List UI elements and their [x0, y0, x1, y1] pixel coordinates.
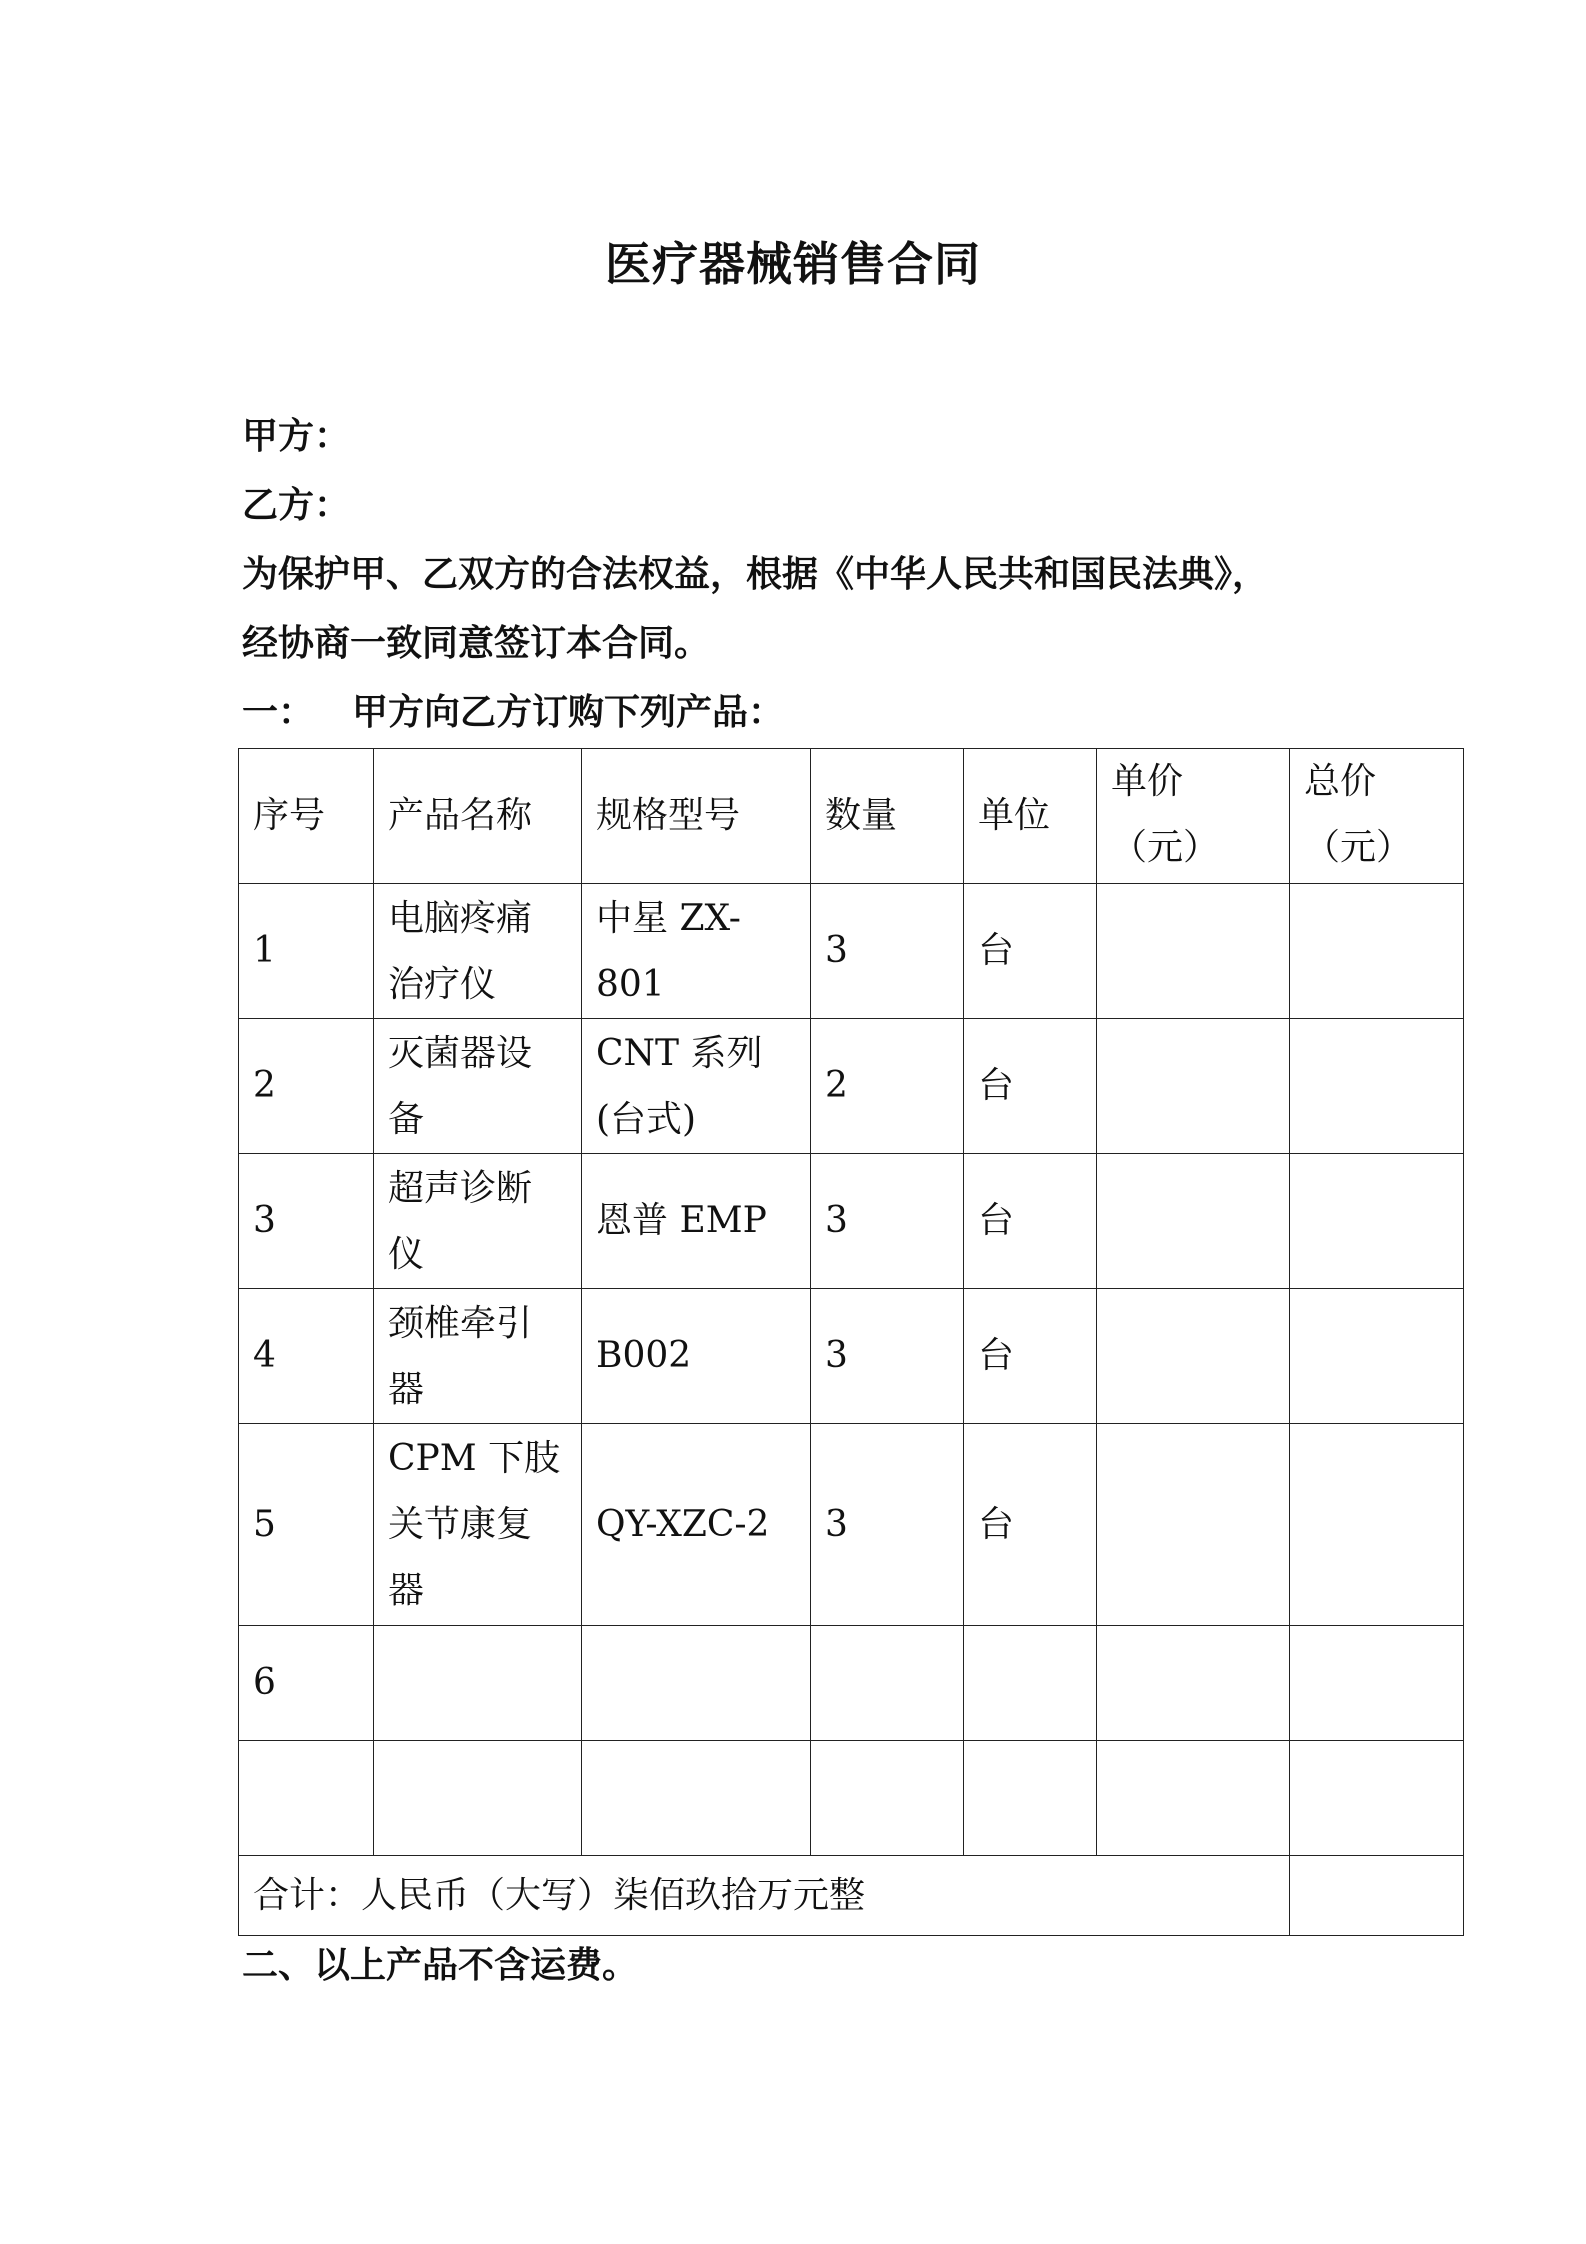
header-unit-price	[1097, 749, 1290, 884]
cell-seq: 2	[239, 1019, 374, 1154]
model-line: CNT 系列	[596, 1033, 763, 1074]
cell-product-name	[374, 1019, 582, 1154]
cell-unit: 台	[964, 884, 1097, 1019]
cell-unit: 台	[964, 1424, 1097, 1626]
product-name-line: 器	[388, 1570, 425, 1611]
product-table	[238, 748, 1464, 1936]
table-header-row	[239, 749, 1464, 884]
cell-total-price	[1290, 1741, 1464, 1856]
cell-unit-price	[1097, 1626, 1290, 1741]
table-row	[239, 1626, 1464, 1741]
cell-seq: 3	[239, 1154, 374, 1289]
cell-model	[582, 1741, 811, 1856]
section-1-number: 一：	[242, 692, 315, 733]
cell-total-price	[1290, 1289, 1464, 1424]
cell-product-name	[374, 1424, 582, 1626]
table-row	[239, 1289, 1464, 1424]
total-amount-label: 合计：人民币（大写）柒佰玖拾万元整	[239, 1856, 1290, 1936]
cell-total-price	[1290, 1154, 1464, 1289]
header-quantity: 数量	[811, 749, 964, 884]
header-product-name: 产品名称	[374, 749, 582, 884]
cell-unit: 台	[964, 1289, 1097, 1424]
table-row	[239, 1019, 1464, 1154]
cell-model	[582, 884, 811, 1019]
cell-total-price	[1290, 1019, 1464, 1154]
model-line: (台式)	[596, 1099, 697, 1140]
cell-seq: 5	[239, 1424, 374, 1626]
cell-model: B002	[582, 1289, 811, 1424]
party-b-label: 乙方：	[242, 485, 351, 526]
header-model: 规格型号	[582, 749, 811, 884]
cell-unit	[964, 1741, 1097, 1856]
header-unit-price-line-2: （元）	[1111, 827, 1220, 868]
model-line: 801	[596, 964, 665, 1005]
product-name-line: 治疗仪	[388, 964, 497, 1005]
cell-unit-price	[1097, 1289, 1290, 1424]
cell-quantity	[811, 1626, 964, 1741]
cell-product-name	[374, 1626, 582, 1741]
product-name-line: 颈椎牵引	[388, 1303, 533, 1344]
product-name-line: 备	[388, 1099, 425, 1140]
cell-quantity: 3	[811, 884, 964, 1019]
cell-unit-price	[1097, 1424, 1290, 1626]
product-name-line: 超声诊断	[388, 1168, 533, 1209]
header-total-price	[1290, 749, 1464, 884]
total-amount-value	[1290, 1856, 1464, 1936]
cell-product-name	[374, 1741, 582, 1856]
cell-product-name	[374, 884, 582, 1019]
model-line: 中星 ZX-	[596, 898, 741, 939]
cell-model: 恩普 EMP	[582, 1154, 811, 1289]
cell-unit-price	[1097, 884, 1290, 1019]
cell-seq	[239, 1741, 374, 1856]
section-2-text: 二、以上产品不含运费。	[242, 1945, 639, 1986]
cell-unit	[964, 1626, 1097, 1741]
cell-unit-price	[1097, 1019, 1290, 1154]
cell-total-price	[1290, 1626, 1464, 1741]
intro-paragraph-line-2: 经协商一致同意签订本合同。	[242, 623, 711, 664]
table-total-row	[239, 1856, 1464, 1936]
cell-total-price	[1290, 1424, 1464, 1626]
table-row	[239, 1424, 1464, 1626]
cell-unit-price	[1097, 1741, 1290, 1856]
table-row	[239, 1741, 1464, 1856]
cell-seq: 1	[239, 884, 374, 1019]
cell-unit: 台	[964, 1154, 1097, 1289]
section-1-text: 甲方向乙方订购下列产品：	[352, 692, 785, 733]
cell-quantity: 2	[811, 1019, 964, 1154]
cell-product-name	[374, 1289, 582, 1424]
header-total-price-line-1: 总价	[1304, 761, 1377, 802]
page-title: 医疗器械销售合同	[605, 237, 981, 291]
product-name-line: 关节康复	[388, 1504, 533, 1545]
cell-quantity: 3	[811, 1424, 964, 1626]
cell-quantity	[811, 1741, 964, 1856]
table-row	[239, 884, 1464, 1019]
product-name-line: 仪	[388, 1234, 425, 1275]
intro-paragraph-line-1: 为保护甲、乙双方的合法权益，根据《中华人民共和国民法典》，	[242, 554, 1269, 595]
product-name-line: 电脑疼痛	[388, 898, 533, 939]
cell-seq: 4	[239, 1289, 374, 1424]
header-total-price-line-2: （元）	[1304, 827, 1413, 868]
cell-total-price	[1290, 884, 1464, 1019]
header-unit: 单位	[964, 749, 1097, 884]
table-row	[239, 1154, 1464, 1289]
product-name-line: CPM 下肢	[388, 1438, 561, 1479]
cell-product-name	[374, 1154, 582, 1289]
product-name-line: 灭菌器设	[388, 1033, 533, 1074]
cell-model: QY-XZC-2	[582, 1424, 811, 1626]
cell-model	[582, 1626, 811, 1741]
party-a-label: 甲方：	[242, 416, 351, 457]
cell-quantity: 3	[811, 1289, 964, 1424]
cell-seq: 6	[239, 1626, 374, 1741]
cell-unit: 台	[964, 1019, 1097, 1154]
product-name-line: 器	[388, 1369, 425, 1410]
cell-model	[582, 1019, 811, 1154]
header-unit-price-line-1: 单价	[1111, 761, 1184, 802]
cell-quantity: 3	[811, 1154, 964, 1289]
section-1-heading	[242, 691, 784, 734]
cell-unit-price	[1097, 1154, 1290, 1289]
header-seq: 序号	[239, 749, 374, 884]
